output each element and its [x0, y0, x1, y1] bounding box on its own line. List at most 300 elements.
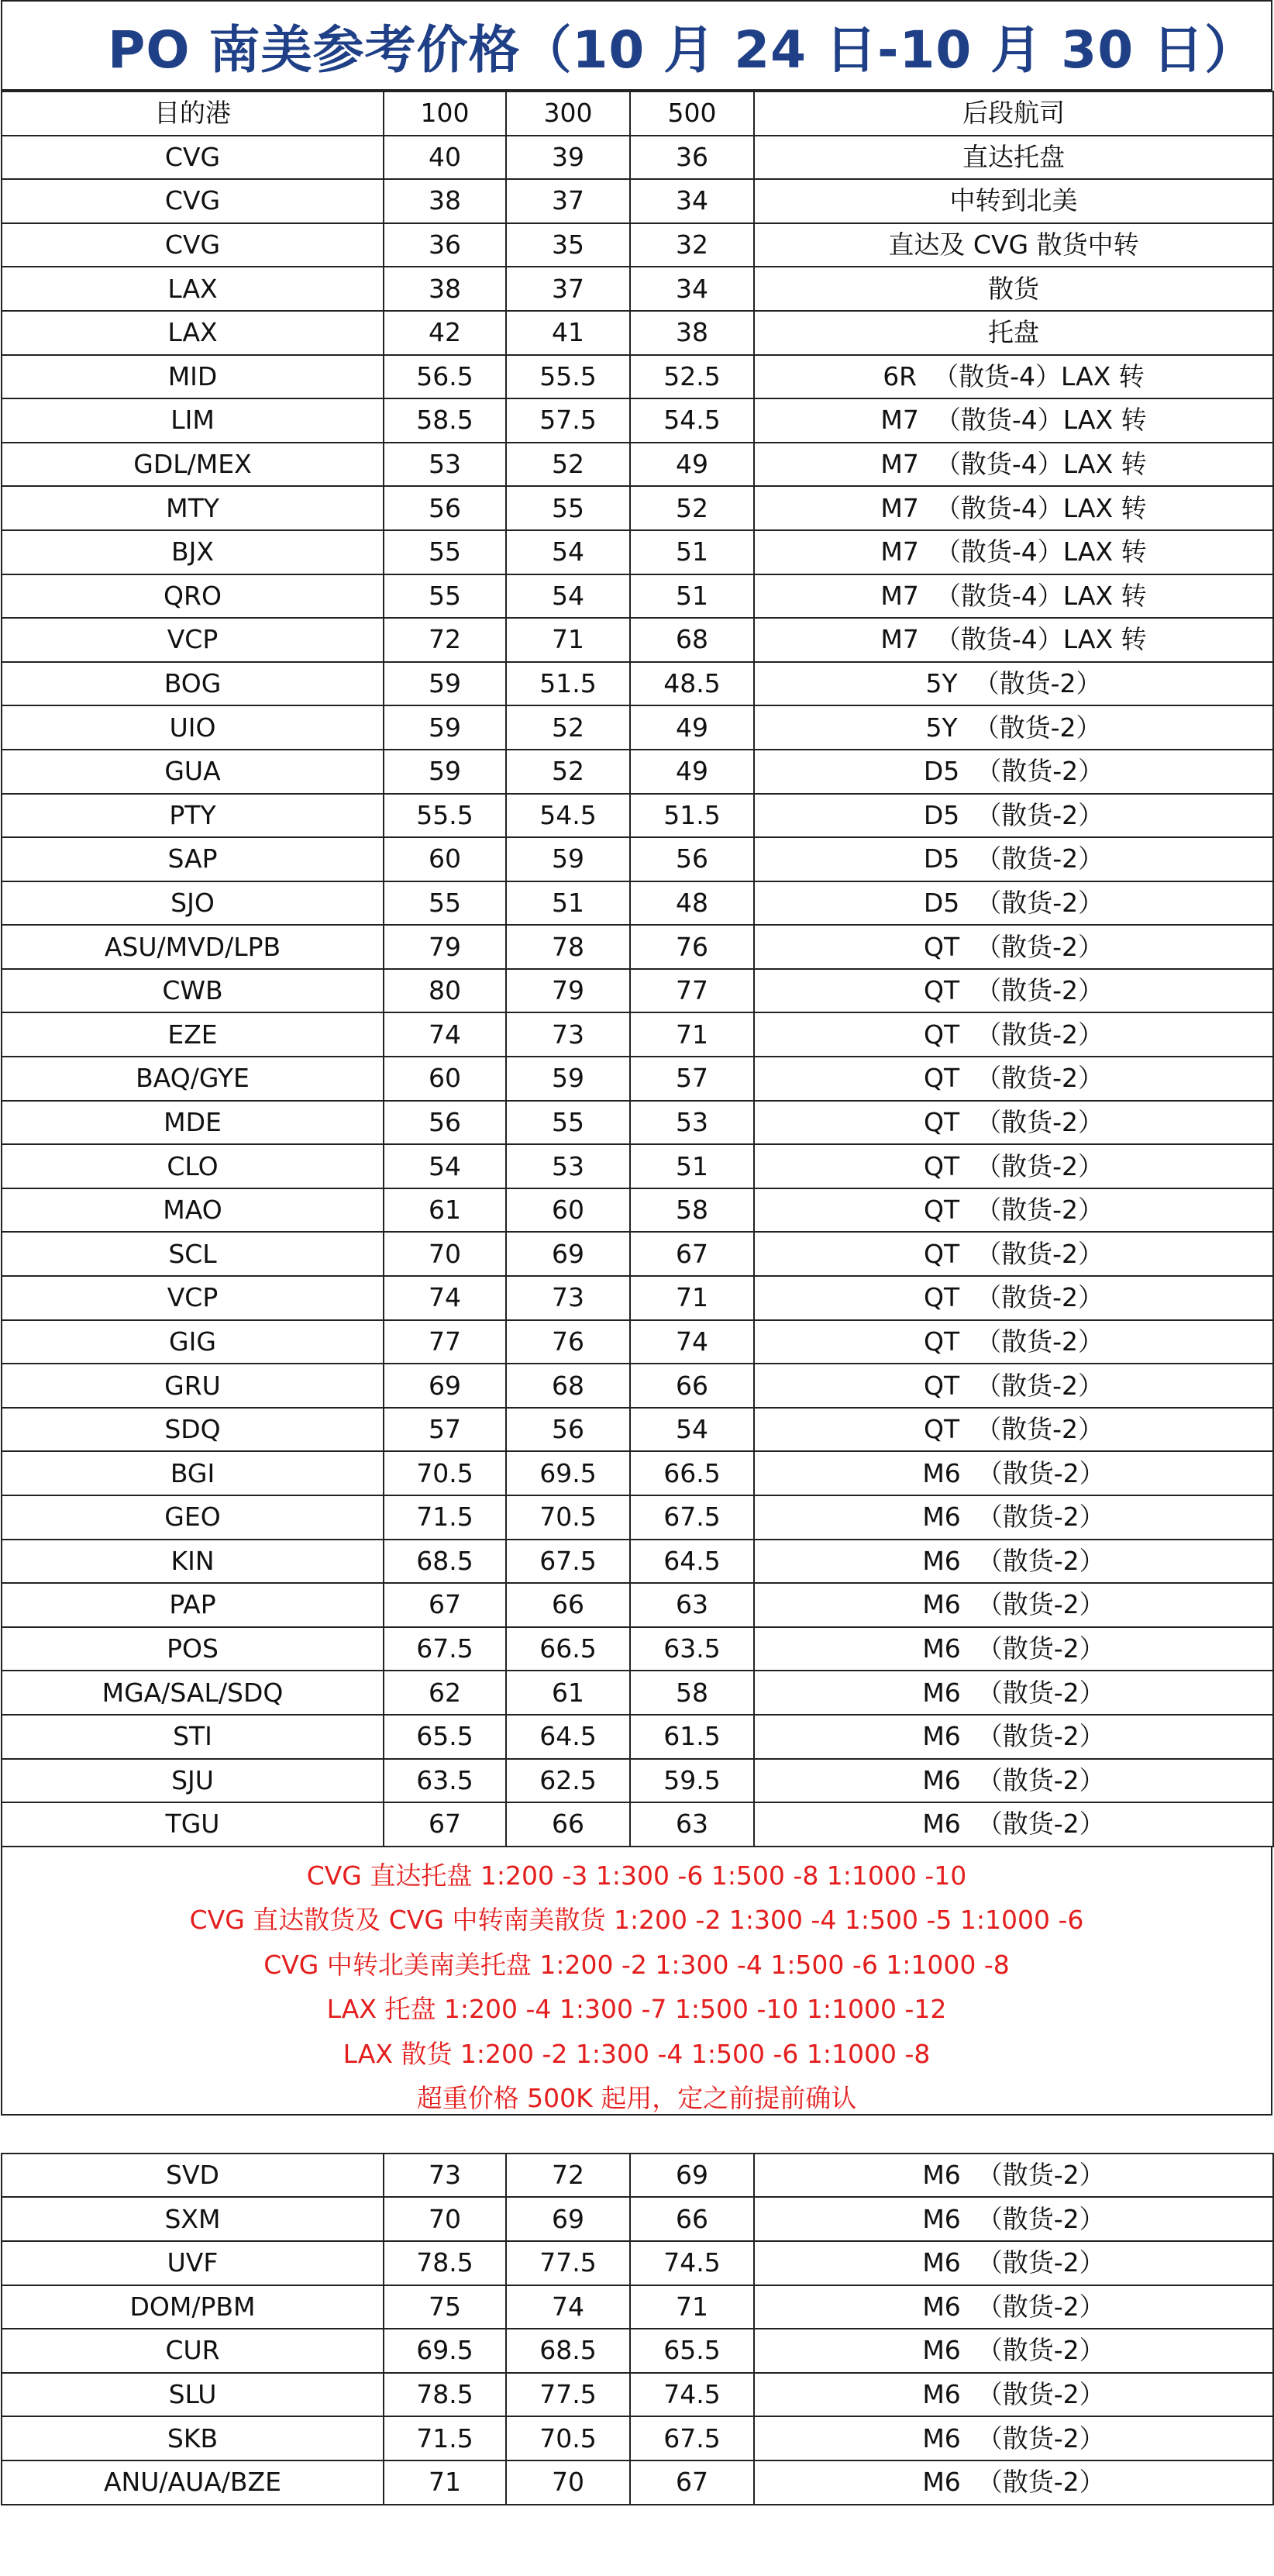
price-100-cell: 60 — [384, 1057, 506, 1101]
price-table-body-continued — [2, 2154, 1273, 2505]
price-100-cell: 71 — [384, 2460, 506, 2505]
price-500-cell: 77 — [630, 969, 754, 1013]
price-100-cell: 36 — [384, 223, 506, 267]
table-row — [2, 1715, 1273, 1759]
price-100-cell: 53 — [384, 443, 506, 487]
price-500-cell: 54 — [630, 1408, 754, 1452]
price-300-cell: 39 — [506, 136, 630, 180]
price-100-cell: 56 — [384, 486, 506, 530]
table-row — [2, 925, 1273, 969]
table-row — [2, 750, 1273, 794]
price-500-cell: 71 — [630, 2285, 754, 2329]
price-500-cell: 66 — [630, 1364, 754, 1408]
table-row — [2, 794, 1273, 838]
price-500-cell: 34 — [630, 179, 754, 223]
table-row — [2, 618, 1273, 662]
note-line: 超重价格 500K 起用，定之前提前确认 — [416, 2083, 857, 2114]
port-cell: MID — [2, 355, 384, 399]
port-cell: LIM — [2, 398, 384, 443]
route-cell: M7 （散货-4）LAX 转 — [754, 530, 1273, 574]
price-100-cell: 74 — [384, 1276, 506, 1320]
port-cell: MGA/SAL/SDQ — [2, 1671, 384, 1715]
price-100-cell: 57 — [384, 1408, 506, 1452]
page-title: PO 南美参考价格（10 月 24 日-10 月 30 日） — [1, 0, 1272, 91]
route-cell: M6 （散货-2） — [754, 1627, 1273, 1671]
price-100-cell: 71.5 — [384, 1495, 506, 1540]
route-cell: 5Y （散货-2） — [754, 662, 1273, 706]
route-cell: M7 （散货-4）LAX 转 — [754, 398, 1273, 443]
price-300-cell: 67.5 — [506, 1540, 630, 1584]
table-row — [2, 398, 1273, 443]
price-500-cell: 58 — [630, 1188, 754, 1233]
price-500-cell: 58 — [630, 1671, 754, 1715]
table-row — [2, 1012, 1273, 1057]
route-cell: M6 （散货-2） — [754, 2329, 1273, 2373]
table-row — [2, 443, 1273, 487]
price-300-cell: 54 — [506, 574, 630, 619]
header-row — [2, 91, 1273, 136]
price-500-cell: 54.5 — [630, 398, 754, 443]
port-cell: SKB — [2, 2416, 384, 2460]
price-500-cell: 67 — [630, 2460, 754, 2505]
price-100-cell: 78.5 — [384, 2373, 506, 2417]
route-cell: M7 （散货-4）LAX 转 — [754, 443, 1273, 487]
price-500-cell: 53 — [630, 1101, 754, 1145]
route-cell: M6 （散货-2） — [754, 1671, 1273, 1715]
port-cell: BGI — [2, 1451, 384, 1495]
price-100-cell: 56 — [384, 1101, 506, 1145]
price-100-cell: 62 — [384, 1671, 506, 1715]
price-100-cell: 67 — [384, 1802, 506, 1847]
price-100-cell: 70 — [384, 1232, 506, 1276]
price-300-cell: 74 — [506, 2285, 630, 2329]
price-100-cell: 63.5 — [384, 1759, 506, 1803]
table-row — [2, 1101, 1273, 1145]
route-cell: M6 （散货-2） — [754, 2154, 1273, 2198]
port-cell: CWB — [2, 969, 384, 1013]
price-500-cell: 51 — [630, 574, 754, 619]
header-500: 500 — [630, 91, 754, 136]
route-cell: QT （散货-2） — [754, 1188, 1273, 1233]
table-row — [2, 1364, 1273, 1408]
port-cell: SCL — [2, 1232, 384, 1276]
price-100-cell: 61 — [384, 1188, 506, 1233]
price-table — [1, 91, 1274, 1847]
route-cell: M7 （散货-4）LAX 转 — [754, 486, 1273, 530]
price-300-cell: 72 — [506, 2154, 630, 2198]
price-100-cell: 60 — [384, 837, 506, 881]
header-300: 300 — [506, 91, 630, 136]
table-row — [2, 969, 1273, 1013]
route-cell: M6 （散货-2） — [754, 1495, 1273, 1540]
price-300-cell: 54 — [506, 530, 630, 574]
price-500-cell: 51 — [630, 1144, 754, 1188]
section-gap — [1, 2116, 1272, 2153]
table-row — [2, 2373, 1273, 2417]
port-cell: CLO — [2, 1144, 384, 1188]
table-row — [2, 574, 1273, 619]
route-cell: 直达及 CVG 散货中转 — [754, 223, 1273, 267]
price-300-cell: 69.5 — [506, 1451, 630, 1495]
price-500-cell: 48 — [630, 881, 754, 926]
port-cell: KIN — [2, 1540, 384, 1584]
port-cell: STI — [2, 1715, 384, 1759]
port-cell: DOM/PBM — [2, 2285, 384, 2329]
price-500-cell: 56 — [630, 837, 754, 881]
price-100-cell: 71.5 — [384, 2416, 506, 2460]
table-row — [2, 355, 1273, 399]
route-cell: QT （散货-2） — [754, 925, 1273, 969]
route-cell: M6 （散货-2） — [754, 2373, 1273, 2417]
table-row — [2, 662, 1273, 706]
port-cell: CVG — [2, 136, 384, 180]
port-cell: CVG — [2, 223, 384, 267]
price-500-cell: 63 — [630, 1802, 754, 1847]
port-cell: GIG — [2, 1320, 384, 1364]
port-cell: SXM — [2, 2197, 384, 2241]
price-300-cell: 69 — [506, 2197, 630, 2241]
route-cell: M6 （散货-2） — [754, 1451, 1273, 1495]
port-cell: VCP — [2, 618, 384, 662]
price-300-cell: 57.5 — [506, 398, 630, 443]
table-row — [2, 1540, 1273, 1584]
price-100-cell: 59 — [384, 750, 506, 794]
route-cell: QT （散货-2） — [754, 1276, 1273, 1320]
table-row — [2, 1583, 1273, 1627]
price-500-cell: 57 — [630, 1057, 754, 1101]
route-cell: M6 （散货-2） — [754, 2197, 1273, 2241]
price-500-cell: 63 — [630, 1583, 754, 1627]
route-cell: M6 （散货-2） — [754, 2241, 1273, 2285]
port-cell: LAX — [2, 311, 384, 355]
price-300-cell: 66.5 — [506, 1627, 630, 1671]
table-row — [2, 837, 1273, 881]
table-row — [2, 2241, 1273, 2285]
table-row — [2, 486, 1273, 530]
price-300-cell: 55 — [506, 486, 630, 530]
port-cell: GEO — [2, 1495, 384, 1540]
table-row — [2, 179, 1273, 223]
price-100-cell: 38 — [384, 179, 506, 223]
price-300-cell: 41 — [506, 311, 630, 355]
price-500-cell: 63.5 — [630, 1627, 754, 1671]
price-500-cell: 59.5 — [630, 1759, 754, 1803]
port-cell: BJX — [2, 530, 384, 574]
table-row — [2, 1759, 1273, 1803]
route-cell: M7 （散货-4）LAX 转 — [754, 574, 1273, 619]
price-500-cell: 51 — [630, 530, 754, 574]
price-table-body — [2, 91, 1273, 1847]
price-300-cell: 66 — [506, 1583, 630, 1627]
table-row — [2, 2197, 1273, 2241]
port-cell: MTY — [2, 486, 384, 530]
port-cell: MAO — [2, 1188, 384, 1233]
price-100-cell: 58.5 — [384, 398, 506, 443]
price-500-cell: 67 — [630, 1232, 754, 1276]
price-100-cell: 38 — [384, 267, 506, 311]
price-100-cell: 55 — [384, 881, 506, 926]
price-100-cell: 70.5 — [384, 1451, 506, 1495]
price-100-cell: 69 — [384, 1364, 506, 1408]
price-500-cell: 52.5 — [630, 355, 754, 399]
header-route: 后段航司 — [754, 91, 1273, 136]
port-cell: GDL/MEX — [2, 443, 384, 487]
port-cell: BAQ/GYE — [2, 1057, 384, 1101]
price-300-cell: 55.5 — [506, 355, 630, 399]
price-300-cell: 35 — [506, 223, 630, 267]
price-table-continued — [1, 2153, 1274, 2505]
price-300-cell: 55 — [506, 1101, 630, 1145]
price-500-cell: 52 — [630, 486, 754, 530]
route-cell: M6 （散货-2） — [754, 1583, 1273, 1627]
price-500-cell: 65.5 — [630, 2329, 754, 2373]
route-cell: D5 （散货-2） — [754, 837, 1273, 881]
price-300-cell: 56 — [506, 1408, 630, 1452]
price-300-cell: 73 — [506, 1276, 630, 1320]
table-row — [2, 2460, 1273, 2505]
route-cell: M6 （散货-2） — [754, 2285, 1273, 2329]
port-cell: EZE — [2, 1012, 384, 1057]
route-cell: QT （散货-2） — [754, 1232, 1273, 1276]
price-300-cell: 37 — [506, 267, 630, 311]
route-cell: QT （散货-2） — [754, 1101, 1273, 1145]
price-500-cell: 49 — [630, 705, 754, 750]
route-cell: M6 （散货-2） — [754, 1802, 1273, 1847]
price-100-cell: 54 — [384, 1144, 506, 1188]
route-cell: QT （散货-2） — [754, 1364, 1273, 1408]
route-cell: 散货 — [754, 267, 1273, 311]
note-line: CVG 直达托盘 1:200 -3 1:300 -6 1:500 -8 1:1000 -10 — [306, 1860, 967, 1891]
price-300-cell: 77.5 — [506, 2241, 630, 2285]
price-500-cell: 64.5 — [630, 1540, 754, 1584]
price-300-cell: 68.5 — [506, 2329, 630, 2373]
route-cell: M6 （散货-2） — [754, 1540, 1273, 1584]
port-cell: CUR — [2, 2329, 384, 2373]
price-300-cell: 70 — [506, 2460, 630, 2505]
price-500-cell: 71 — [630, 1012, 754, 1057]
route-cell: QT （散货-2） — [754, 1408, 1273, 1452]
price-500-cell: 49 — [630, 750, 754, 794]
header-port: 目的港 — [2, 91, 384, 136]
price-100-cell: 55 — [384, 574, 506, 619]
port-cell: POS — [2, 1627, 384, 1671]
price-100-cell: 72 — [384, 618, 506, 662]
table-row — [2, 136, 1273, 180]
route-cell: 6R （散货-4）LAX 转 — [754, 355, 1273, 399]
route-cell: M6 （散货-2） — [754, 2460, 1273, 2505]
price-100-cell: 77 — [384, 1320, 506, 1364]
price-100-cell: 74 — [384, 1012, 506, 1057]
table-row — [2, 1671, 1273, 1715]
port-cell: LAX — [2, 267, 384, 311]
route-cell: 托盘 — [754, 311, 1273, 355]
port-cell: QRO — [2, 574, 384, 619]
price-300-cell: 62.5 — [506, 1759, 630, 1803]
price-300-cell: 69 — [506, 1232, 630, 1276]
table-row — [2, 881, 1273, 926]
price-100-cell: 59 — [384, 662, 506, 706]
port-cell: PAP — [2, 1583, 384, 1627]
header-100: 100 — [384, 91, 506, 136]
price-500-cell: 34 — [630, 267, 754, 311]
price-500-cell: 36 — [630, 136, 754, 180]
price-500-cell: 69 — [630, 2154, 754, 2198]
price-300-cell: 59 — [506, 1057, 630, 1101]
price-300-cell: 79 — [506, 969, 630, 1013]
table-row — [2, 311, 1273, 355]
price-500-cell: 74 — [630, 1320, 754, 1364]
price-300-cell: 61 — [506, 1671, 630, 1715]
price-300-cell: 54.5 — [506, 794, 630, 838]
price-100-cell: 79 — [384, 925, 506, 969]
table-row — [2, 530, 1273, 574]
table-row — [2, 1144, 1273, 1188]
port-cell: MDE — [2, 1101, 384, 1145]
route-cell: D5 （散货-2） — [754, 794, 1273, 838]
price-100-cell: 70 — [384, 2197, 506, 2241]
table-row — [2, 223, 1273, 267]
route-cell: 直达托盘 — [754, 136, 1273, 180]
port-cell: VCP — [2, 1276, 384, 1320]
price-300-cell: 51.5 — [506, 662, 630, 706]
route-cell: D5 （散货-2） — [754, 750, 1273, 794]
price-500-cell: 61.5 — [630, 1715, 754, 1759]
table-row — [2, 2154, 1273, 2198]
price-100-cell: 80 — [384, 969, 506, 1013]
price-500-cell: 68 — [630, 618, 754, 662]
port-cell: GUA — [2, 750, 384, 794]
price-500-cell: 74.5 — [630, 2373, 754, 2417]
price-300-cell: 64.5 — [506, 1715, 630, 1759]
note-line: CVG 中转北美南美托盘 1:200 -2 1:300 -4 1:500 -6 1:1000 -8 — [263, 1949, 1010, 1980]
price-500-cell: 49 — [630, 443, 754, 487]
price-300-cell: 70.5 — [506, 2416, 630, 2460]
price-100-cell: 67.5 — [384, 1627, 506, 1671]
route-cell: QT （散货-2） — [754, 1320, 1273, 1364]
table-row — [2, 267, 1273, 311]
route-cell: QT （散货-2） — [754, 1057, 1273, 1101]
table-row — [2, 2416, 1273, 2460]
price-300-cell: 77.5 — [506, 2373, 630, 2417]
price-500-cell: 66 — [630, 2197, 754, 2241]
price-300-cell: 78 — [506, 925, 630, 969]
port-cell: SVD — [2, 2154, 384, 2198]
route-cell: M6 （散货-2） — [754, 1759, 1273, 1803]
price-500-cell: 67.5 — [630, 1495, 754, 1540]
route-cell: 5Y （散货-2） — [754, 705, 1273, 750]
price-100-cell: 67 — [384, 1583, 506, 1627]
price-100-cell: 78.5 — [384, 2241, 506, 2285]
route-cell: QT （散货-2） — [754, 1144, 1273, 1188]
port-cell: PTY — [2, 794, 384, 838]
note-line: LAX 托盘 1:200 -4 1:300 -7 1:500 -10 1:1000 -12 — [326, 1994, 947, 2025]
price-100-cell: 68.5 — [384, 1540, 506, 1584]
price-300-cell: 71 — [506, 618, 630, 662]
table-row — [2, 1495, 1273, 1540]
table-row — [2, 2285, 1273, 2329]
price-500-cell: 48.5 — [630, 662, 754, 706]
port-cell: SDQ — [2, 1408, 384, 1452]
price-500-cell: 38 — [630, 311, 754, 355]
price-100-cell: 75 — [384, 2285, 506, 2329]
price-100-cell: 59 — [384, 705, 506, 750]
price-500-cell: 67.5 — [630, 2416, 754, 2460]
table-row — [2, 1232, 1273, 1276]
port-cell: SLU — [2, 2373, 384, 2417]
price-300-cell: 73 — [506, 1012, 630, 1057]
table-row — [2, 2329, 1273, 2373]
route-cell: QT （散货-2） — [754, 1012, 1273, 1057]
note-line: LAX 散货 1:200 -2 1:300 -4 1:500 -6 1:1000 -8 — [343, 2038, 931, 2069]
port-cell: TGU — [2, 1802, 384, 1847]
price-300-cell: 52 — [506, 750, 630, 794]
price-500-cell: 66.5 — [630, 1451, 754, 1495]
table-row — [2, 1408, 1273, 1452]
price-300-cell: 52 — [506, 443, 630, 487]
notes-section — [1, 1847, 1272, 2116]
route-cell: M6 （散货-2） — [754, 2416, 1273, 2460]
price-300-cell: 59 — [506, 837, 630, 881]
price-300-cell: 68 — [506, 1364, 630, 1408]
table-row — [2, 1188, 1273, 1233]
port-cell: ASU/MVD/LPB — [2, 925, 384, 969]
port-cell: GRU — [2, 1364, 384, 1408]
price-300-cell: 66 — [506, 1802, 630, 1847]
price-500-cell: 71 — [630, 1276, 754, 1320]
price-sheet — [1, 0, 1272, 2505]
price-300-cell: 76 — [506, 1320, 630, 1364]
table-row — [2, 705, 1273, 750]
price-500-cell: 32 — [630, 223, 754, 267]
port-cell: UIO — [2, 705, 384, 750]
route-cell: M7 （散货-4）LAX 转 — [754, 618, 1273, 662]
route-cell: 中转到北美 — [754, 179, 1273, 223]
port-cell: BOG — [2, 662, 384, 706]
price-100-cell: 40 — [384, 136, 506, 180]
port-cell: CVG — [2, 179, 384, 223]
port-cell: SJO — [2, 881, 384, 926]
price-300-cell: 51 — [506, 881, 630, 926]
port-cell: SAP — [2, 837, 384, 881]
price-500-cell: 74.5 — [630, 2241, 754, 2285]
route-cell: QT （散货-2） — [754, 969, 1273, 1013]
price-300-cell: 53 — [506, 1144, 630, 1188]
port-cell: SJU — [2, 1759, 384, 1803]
price-500-cell: 76 — [630, 925, 754, 969]
price-300-cell: 70.5 — [506, 1495, 630, 1540]
price-100-cell: 65.5 — [384, 1715, 506, 1759]
price-300-cell: 37 — [506, 179, 630, 223]
port-cell: UVF — [2, 2241, 384, 2285]
price-100-cell: 55 — [384, 530, 506, 574]
table-row — [2, 1276, 1273, 1320]
route-cell: M6 （散货-2） — [754, 1715, 1273, 1759]
table-row — [2, 1802, 1273, 1847]
table-row — [2, 1057, 1273, 1101]
price-500-cell: 51.5 — [630, 794, 754, 838]
price-300-cell: 60 — [506, 1188, 630, 1233]
price-100-cell: 55.5 — [384, 794, 506, 838]
note-line: CVG 直达散货及 CVG 中转南美散货 1:200 -2 1:300 -4 1:500 -5 1:1000 -6 — [189, 1905, 1084, 1936]
price-100-cell: 42 — [384, 311, 506, 355]
route-cell: D5 （散货-2） — [754, 881, 1273, 926]
price-100-cell: 69.5 — [384, 2329, 506, 2373]
table-row — [2, 1320, 1273, 1364]
port-cell: ANU/AUA/BZE — [2, 2460, 384, 2505]
table-row — [2, 1451, 1273, 1495]
price-100-cell: 73 — [384, 2154, 506, 2198]
price-300-cell: 52 — [506, 705, 630, 750]
